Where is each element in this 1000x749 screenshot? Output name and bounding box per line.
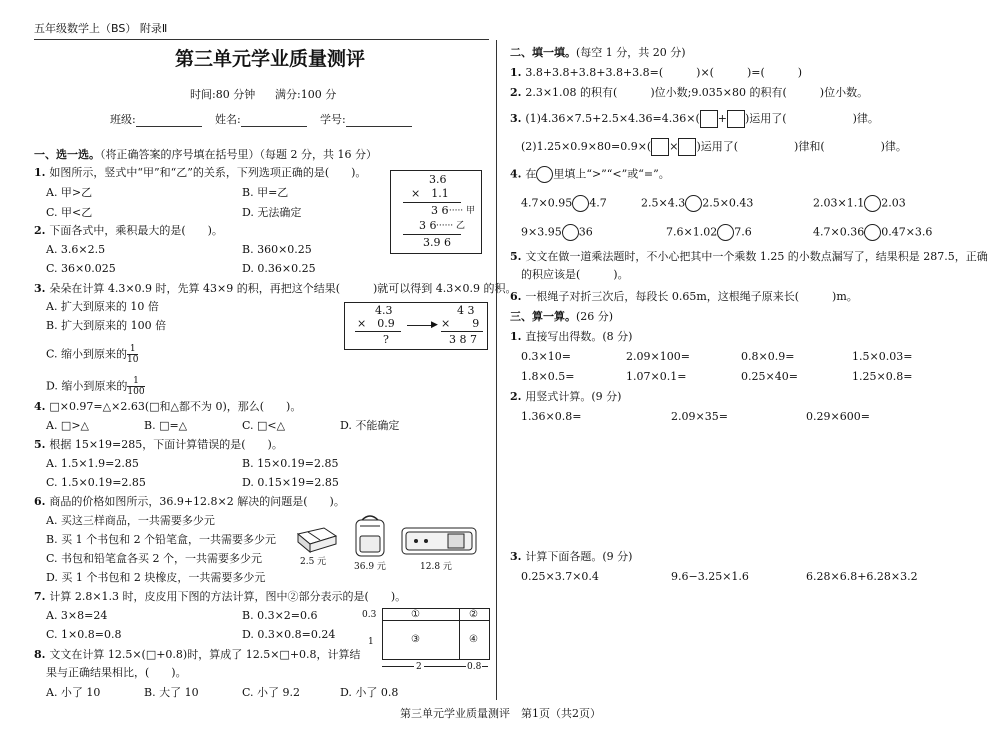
vertical-calc-item[interactable]: 0.29×600= (806, 410, 870, 423)
q3-option-b[interactable]: B. 扩大到原来的 100 倍 (46, 319, 167, 332)
q3-option-a[interactable]: A. 扩大到原来的 10 倍 (46, 300, 159, 313)
q8-stem-line1: 8. 文文在计算 12.5×(□+0.8)时，算成了 12.5×□+0.8，计算结 (34, 648, 361, 661)
fig7-bottom-label-1: 2 (416, 662, 422, 672)
section2-note: (每空 1 分，共 20 分) (576, 46, 686, 59)
q1-vertical-calc-figure (390, 170, 482, 254)
section1-heading (34, 148, 377, 162)
compare-row2-item1[interactable]: 9×3.95 36 (521, 224, 593, 241)
s3-q1-stem: 1. 直接写出得数。(8 分) (510, 330, 633, 343)
fig3-left-mul: × 0.9 (357, 317, 395, 330)
section3-note: (26 分) (576, 310, 614, 323)
q4-stem: 4. □×0.97=△×2.63(□和△都不为 0)，那么( )。 (34, 400, 302, 413)
q7-option-d[interactable]: D. 0.3×0.8=0.24 (242, 628, 336, 641)
vertical-calc-item[interactable]: 2.09×35= (671, 410, 728, 423)
eraser-price: 2.5 元 (300, 557, 327, 567)
s3-q2-stem: 2. 用竖式计算。(9 分) (510, 390, 622, 403)
compare-row1-item1[interactable]: 4.7×0.95 4.7 (521, 195, 607, 212)
section2-heading (510, 46, 686, 60)
s2-q3b-box2[interactable] (678, 138, 696, 156)
fig1-label-jia: ······ 甲 (446, 206, 476, 216)
fig1-partial2: 3 6 (419, 219, 437, 232)
fig1-multiplier: × 1.1 (411, 187, 449, 200)
oral-calc-item[interactable]: 1.5×0.03= (852, 350, 913, 363)
q3-calc-figure (344, 302, 488, 350)
full-score: 满分:100 分 (275, 88, 337, 101)
q3-fraction-d: $\frac{1}{100}$ (127, 376, 145, 397)
fig1-partial1: 3 6 (431, 204, 449, 217)
s2-q4-stem: 4. 在 里填上“>”“<”或“=”。 (510, 166, 670, 183)
q7-option-c[interactable]: C. 1×0.8=0.8 (46, 628, 122, 641)
fig3-right-rule (441, 331, 483, 332)
compare-circle[interactable] (864, 224, 881, 241)
backpack-price: 36.9 元 (354, 562, 386, 572)
column-divider (496, 40, 497, 700)
s2-q3a-box1[interactable] (700, 110, 718, 128)
compare-circle[interactable] (685, 195, 702, 212)
page-title: 第三单元学业质量测评 (175, 48, 366, 70)
oral-calc-item[interactable]: 0.8×0.9= (741, 350, 795, 363)
q5-option-d[interactable]: D. 0.15×19=2.85 (242, 476, 339, 489)
q1-option-d[interactable]: D. 无法确定 (242, 206, 302, 219)
fig3-right-result: 3 8 7 (449, 333, 477, 346)
fig3-right-top: 4 3 (457, 304, 475, 317)
backpack-image (350, 512, 390, 560)
q2-option-c[interactable]: C. 36×0.025 (46, 262, 116, 275)
id-blank[interactable] (346, 114, 412, 127)
q2-option-a[interactable]: A. 3.6×2.5 (46, 243, 106, 256)
fig3-left-rule (355, 331, 401, 332)
s2-q5-line2[interactable]: 的积应该是( )。 (521, 268, 629, 281)
q1-option-c[interactable]: C. 甲<乙 (46, 206, 93, 219)
q5-option-a[interactable]: A. 1.5×1.9=2.85 (46, 457, 139, 470)
q6-stem: 6. 商品的价格如图所示，36.9+12.8×2 解决的问题是( )。 (34, 495, 345, 508)
oral-calc-item[interactable]: 0.3×10= (521, 350, 571, 363)
compare-row1-item3[interactable]: 2.03×1.1 2.03 (813, 195, 906, 212)
compare-circle[interactable] (572, 195, 589, 212)
eraser-image (294, 520, 340, 554)
id-field[interactable] (320, 113, 412, 127)
fig1-rule1 (403, 202, 461, 203)
section1-note: （将正确答案的序号填在括号里）（每题 2 分，共 16 分） (100, 148, 377, 161)
fig3-left-top: 4.3 (375, 304, 393, 317)
class-blank[interactable] (136, 114, 202, 127)
q1-option-b[interactable]: B. 甲=乙 (242, 186, 289, 199)
compare-row2-item3[interactable]: 4.7×0.36 0.47×3.6 (813, 224, 932, 241)
q4-option-c[interactable]: C. □<△ (242, 419, 286, 432)
compare-circle[interactable] (562, 224, 579, 241)
section2-title: 二、填一填。 (510, 46, 576, 59)
mixed-calc-item[interactable]: 0.25×3.7×0.4 (521, 570, 599, 583)
pencil-case-price: 12.8 元 (420, 562, 452, 572)
fig3-left-result: ? (383, 333, 389, 346)
name-label: 姓名: (215, 113, 241, 126)
fig7-part-2: ② (469, 609, 478, 620)
q7-stem: 7. 计算 2.8×1.3 时，皮皮用下图的方法计算，图中②部分表示的是( )。 (34, 590, 407, 603)
q5-stem: 5. 根据 15×19=285，下面计算错误的是( )。 (34, 438, 283, 451)
q3-stem: 3. 朵朵在计算 4.3×0.9 时，先算 43×9 的积，再把这个结果( )就可以得到 4.3×0.9 的积。 (34, 282, 517, 295)
q4-option-d[interactable]: D. 不能确定 (340, 419, 400, 432)
q1-option-a[interactable]: A. 甲>乙 (46, 186, 93, 199)
oral-calc-item[interactable]: 1.25×0.8= (852, 370, 913, 383)
fig3-arrow-head: ▶ (431, 320, 438, 330)
q3-fraction-c: $\frac{1}{10}$ (127, 344, 139, 365)
s2-q3-part2[interactable]: (2)1.25×0.9×80=0.9×( × )运用了( )律和( )律。 (521, 138, 907, 156)
q2-stem: 2. 下面各式中，乘积最大的是( )。 (34, 224, 223, 237)
time-limit: 时间:80 分钟 (190, 88, 256, 101)
s2-q3-part1[interactable]: 3. (1)4.36×7.5+2.5×4.36=4.36×( + )运用了( )律。 (510, 110, 879, 128)
fig1-multiplicand: 3.6 (429, 173, 447, 186)
fig7-part-4: ④ (469, 634, 478, 645)
fig3-right-mul: × 9 (441, 317, 480, 330)
q8-option-c[interactable]: C. 小了 9.2 (242, 686, 301, 699)
q5-option-c[interactable]: C. 1.5×0.19=2.85 (46, 476, 146, 489)
q2-option-d[interactable]: D. 0.36×0.25 (242, 262, 316, 275)
oral-calc-item[interactable]: 2.09×100= (626, 350, 690, 363)
book-header: 五年级数学上（BS） 附录Ⅱ (34, 22, 168, 35)
area-model-figure (382, 608, 490, 660)
q6-option-c[interactable]: C. 书包和铅笔盒各买 2 个，一共需要多少元 (46, 552, 263, 565)
fig7-bottom-label-2: 0.8 (467, 662, 482, 672)
fig1-result: 3.9 6 (423, 236, 451, 249)
oral-calc-item[interactable]: 1.8×0.5= (521, 370, 575, 383)
q4-option-a[interactable]: A. □>△ (46, 419, 90, 432)
q8-option-a[interactable]: A. 小了 10 (46, 686, 101, 699)
compare-row2-item2[interactable]: 7.6×1.02 7.6 (666, 224, 752, 241)
s2-q1[interactable]: 1. 3.8+3.8+3.8+3.8+3.8=( )×( )=( ) (510, 66, 803, 79)
page-footer: 第三单元学业质量测评 第1页（共2页） (400, 707, 601, 720)
q4-option-b[interactable]: B. □=△ (144, 419, 188, 432)
s2-q3a-box2[interactable] (727, 110, 745, 128)
q8-option-d[interactable]: D. 小了 0.8 (340, 686, 399, 699)
q1-stem: 1. 如图所示，竖式中“甲”和“乙”的关系，下列选项正确的是( )。 (34, 166, 367, 179)
q6-option-d[interactable]: D. 买 1 个书包和 2 块橡皮，一共需要多少元 (46, 571, 266, 584)
comparison-circle-sample (536, 166, 553, 183)
oral-calc-item[interactable]: 0.25×40= (741, 370, 798, 383)
section3-heading (510, 310, 613, 324)
q3-option-d[interactable]: D. 缩小到原来的 $\frac{1}{100}$ (46, 376, 145, 397)
s2-q5-line1: 5. 文文在做一道乘法题时，不小心把其中一个乘数 1.25 的小数点漏写了，结果积是 287.5，正确 (510, 250, 988, 263)
header-rule (34, 39, 489, 40)
s2-q6[interactable]: 6. 一根绳子对折三次后，每段长 0.65m，这根绳子原来长( )m。 (510, 290, 858, 303)
pencil-case-image (400, 522, 480, 558)
mixed-calc-item[interactable]: 9.6−3.25×1.6 (671, 570, 749, 583)
q6-option-a[interactable]: A. 买这三样商品，一共需要多少元 (46, 514, 215, 527)
compare-row1-item2[interactable]: 2.5×4.3 2.5×0.43 (641, 195, 753, 212)
id-label: 学号: (320, 113, 346, 126)
q3-option-c[interactable]: C. 缩小到原来的 $\frac{1}{10}$ (46, 344, 139, 365)
q5-option-b[interactable]: B. 15×0.19=2.85 (242, 457, 339, 470)
section3-title: 三、算一算。 (510, 310, 576, 323)
s3-q3-stem: 3. 计算下面各题。(9 分) (510, 550, 633, 563)
name-blank[interactable] (241, 114, 307, 127)
q7-option-a[interactable]: A. 3×8=24 (46, 609, 108, 622)
compare-circle[interactable] (864, 195, 881, 212)
mixed-calc-item[interactable]: 6.28×6.8+6.28×3.2 (806, 570, 918, 583)
class-field[interactable] (110, 113, 202, 127)
compare-circle[interactable] (717, 224, 734, 241)
fig7-left-label-2: 1 (368, 637, 374, 647)
fig7-part-1: ① (411, 609, 420, 620)
class-label: 班级: (110, 113, 136, 126)
s2-q2[interactable]: 2. 2.3×1.08 的积有( )位小数;9.035×80 的积有( )位小数。 (510, 86, 869, 99)
fig7-part-3: ③ (411, 634, 420, 645)
fig7-left-label-1: 0.3 (362, 610, 377, 620)
q2-option-b[interactable]: B. 360×0.25 (242, 243, 312, 256)
fig1-rule2 (403, 234, 461, 235)
q8-stem-line2: 果与正确结果相比，( )。 (46, 666, 187, 679)
name-field[interactable] (215, 113, 307, 127)
q8-option-b[interactable]: B. 大了 10 (144, 686, 199, 699)
s2-q3b-box1[interactable] (651, 138, 669, 156)
q6-option-b[interactable]: B. 买 1 个书包和 2 个铅笔盒，一共需要多少元 (46, 533, 277, 546)
oral-calc-item[interactable]: 1.07×0.1= (626, 370, 687, 383)
vertical-calc-item[interactable]: 1.36×0.8= (521, 410, 582, 423)
q7-option-b[interactable]: B. 0.3×2=0.6 (242, 609, 318, 622)
fig7-v-divider (459, 609, 460, 659)
fig1-label-yi: ······ 乙 (436, 221, 466, 231)
section1-title: 一、选一选。 (34, 148, 100, 161)
